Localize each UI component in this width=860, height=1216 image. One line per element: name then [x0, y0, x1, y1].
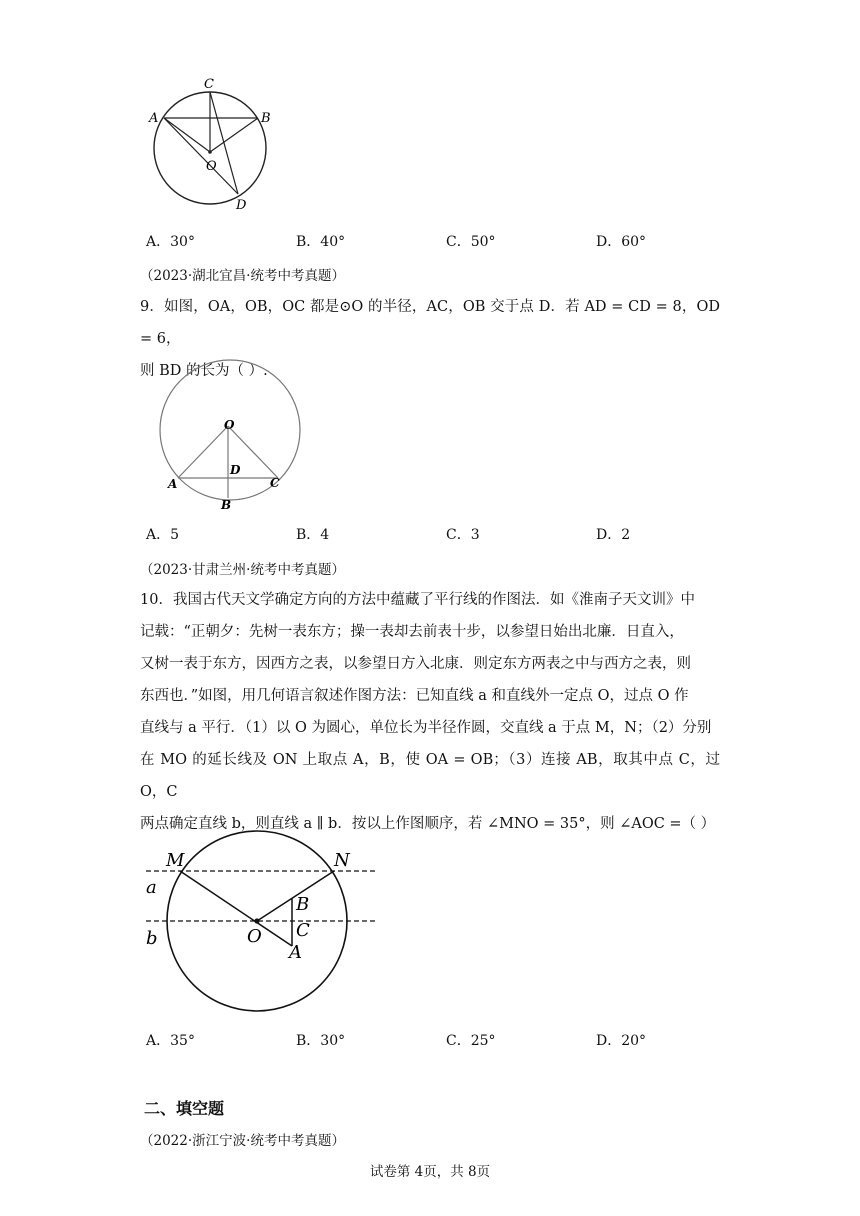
- q10-line-1: 10．我国古代天文学确定方向的方法中蕴藏了平行线的作图法．如《淮南子天文训》中: [140, 592, 695, 608]
- q10-option-b[interactable]: B．30°: [296, 1033, 346, 1049]
- q10-label-B: B: [296, 894, 310, 915]
- q10-label-N: N: [334, 850, 350, 871]
- q8-label-D: D: [236, 198, 247, 213]
- q10-label-A: A: [289, 942, 302, 963]
- q9-figure: [150, 358, 310, 518]
- q10-line-2: 记载：“正朝夕：先树一表东方；操一表却去前表十步，以参望日始出北廉．日直入，: [140, 624, 684, 640]
- q10-line-7: 两点确定直线 b，则直线 a ∥ b．按以上作图顺序，若 ∠MNO = 35°，则 ∠AOC =（ ）: [140, 816, 716, 832]
- q8-label-C: C: [204, 77, 214, 92]
- q9-label-C: C: [270, 476, 280, 490]
- q9-label-O: O: [224, 418, 235, 432]
- q9-label-B: B: [221, 498, 232, 512]
- q9-option-a[interactable]: A．5: [146, 527, 180, 543]
- q8-figure: [140, 72, 280, 217]
- q8-label-A: A: [149, 111, 159, 126]
- q10-option-d[interactable]: D．20°: [596, 1033, 647, 1049]
- q10-line-5: 直线与 a 平行．（1）以 O 为圆心，单位长为半径作圆，交直线 a 于点 M，N；（2）分别: [140, 720, 712, 736]
- q10-option-a[interactable]: A．35°: [146, 1033, 195, 1049]
- q10-label-C: C: [296, 920, 310, 941]
- q10-label-M: M: [166, 850, 185, 871]
- q10-figure: [136, 818, 386, 1028]
- q10-label-O: O: [247, 926, 262, 947]
- q9-option-d[interactable]: D．2: [596, 527, 631, 543]
- q8-option-d[interactable]: D．60°: [596, 234, 647, 250]
- page-footer: 试卷第 4页，共 8页: [369, 1164, 491, 1180]
- q10-source: （2023·甘肃兰州·统考中考真题）: [140, 562, 345, 578]
- q10-option-c[interactable]: C．25°: [446, 1033, 496, 1049]
- q9-label-A: A: [168, 477, 178, 491]
- q10-line-6: 在 MO 的延长线及 ON 上取点 A，B，使 OA = OB；（3）连接 AB，取其中点 C，过 O，C: [140, 752, 720, 800]
- q10-stem: [140, 584, 720, 840]
- section2-source: （2022·浙江宁波·统考中考真题）: [140, 1133, 345, 1149]
- q9-option-c[interactable]: C．3: [446, 527, 480, 543]
- q8-label-B: B: [261, 111, 271, 126]
- q8-option-c[interactable]: C．50°: [446, 234, 496, 250]
- q8-option-a[interactable]: A．30°: [146, 234, 195, 250]
- q9-label-D: D: [230, 463, 241, 477]
- section-title: 二、填空题: [144, 1099, 225, 1118]
- q9-line-2: 则 BD 的长为（ ）.: [140, 363, 268, 379]
- q8-option-b[interactable]: B．40°: [296, 234, 346, 250]
- q9-source: （2023·湖北宜昌·统考中考真题）: [140, 268, 345, 284]
- q9-line-1: 9．如图，OA，OB，OC 都是⊙O 的半径，AC，OB 交于点 D．若 AD = CD = 8，OD = 6，: [140, 299, 720, 347]
- q8-label-O: O: [206, 159, 217, 174]
- q10-line-4: 东西也．”如图，用几何语言叙述作图方法：已知直线 a 和直线外一定点 O，过点 O 作: [140, 688, 689, 704]
- q9-option-b[interactable]: B．4: [296, 527, 330, 543]
- q10-label-b: b: [146, 928, 158, 949]
- q10-label-a: a: [146, 877, 157, 898]
- q10-line-3: 又树一表于东方，因西方之表，以参望日方入北康．则定东方两表之中与西方之表，则: [140, 656, 691, 672]
